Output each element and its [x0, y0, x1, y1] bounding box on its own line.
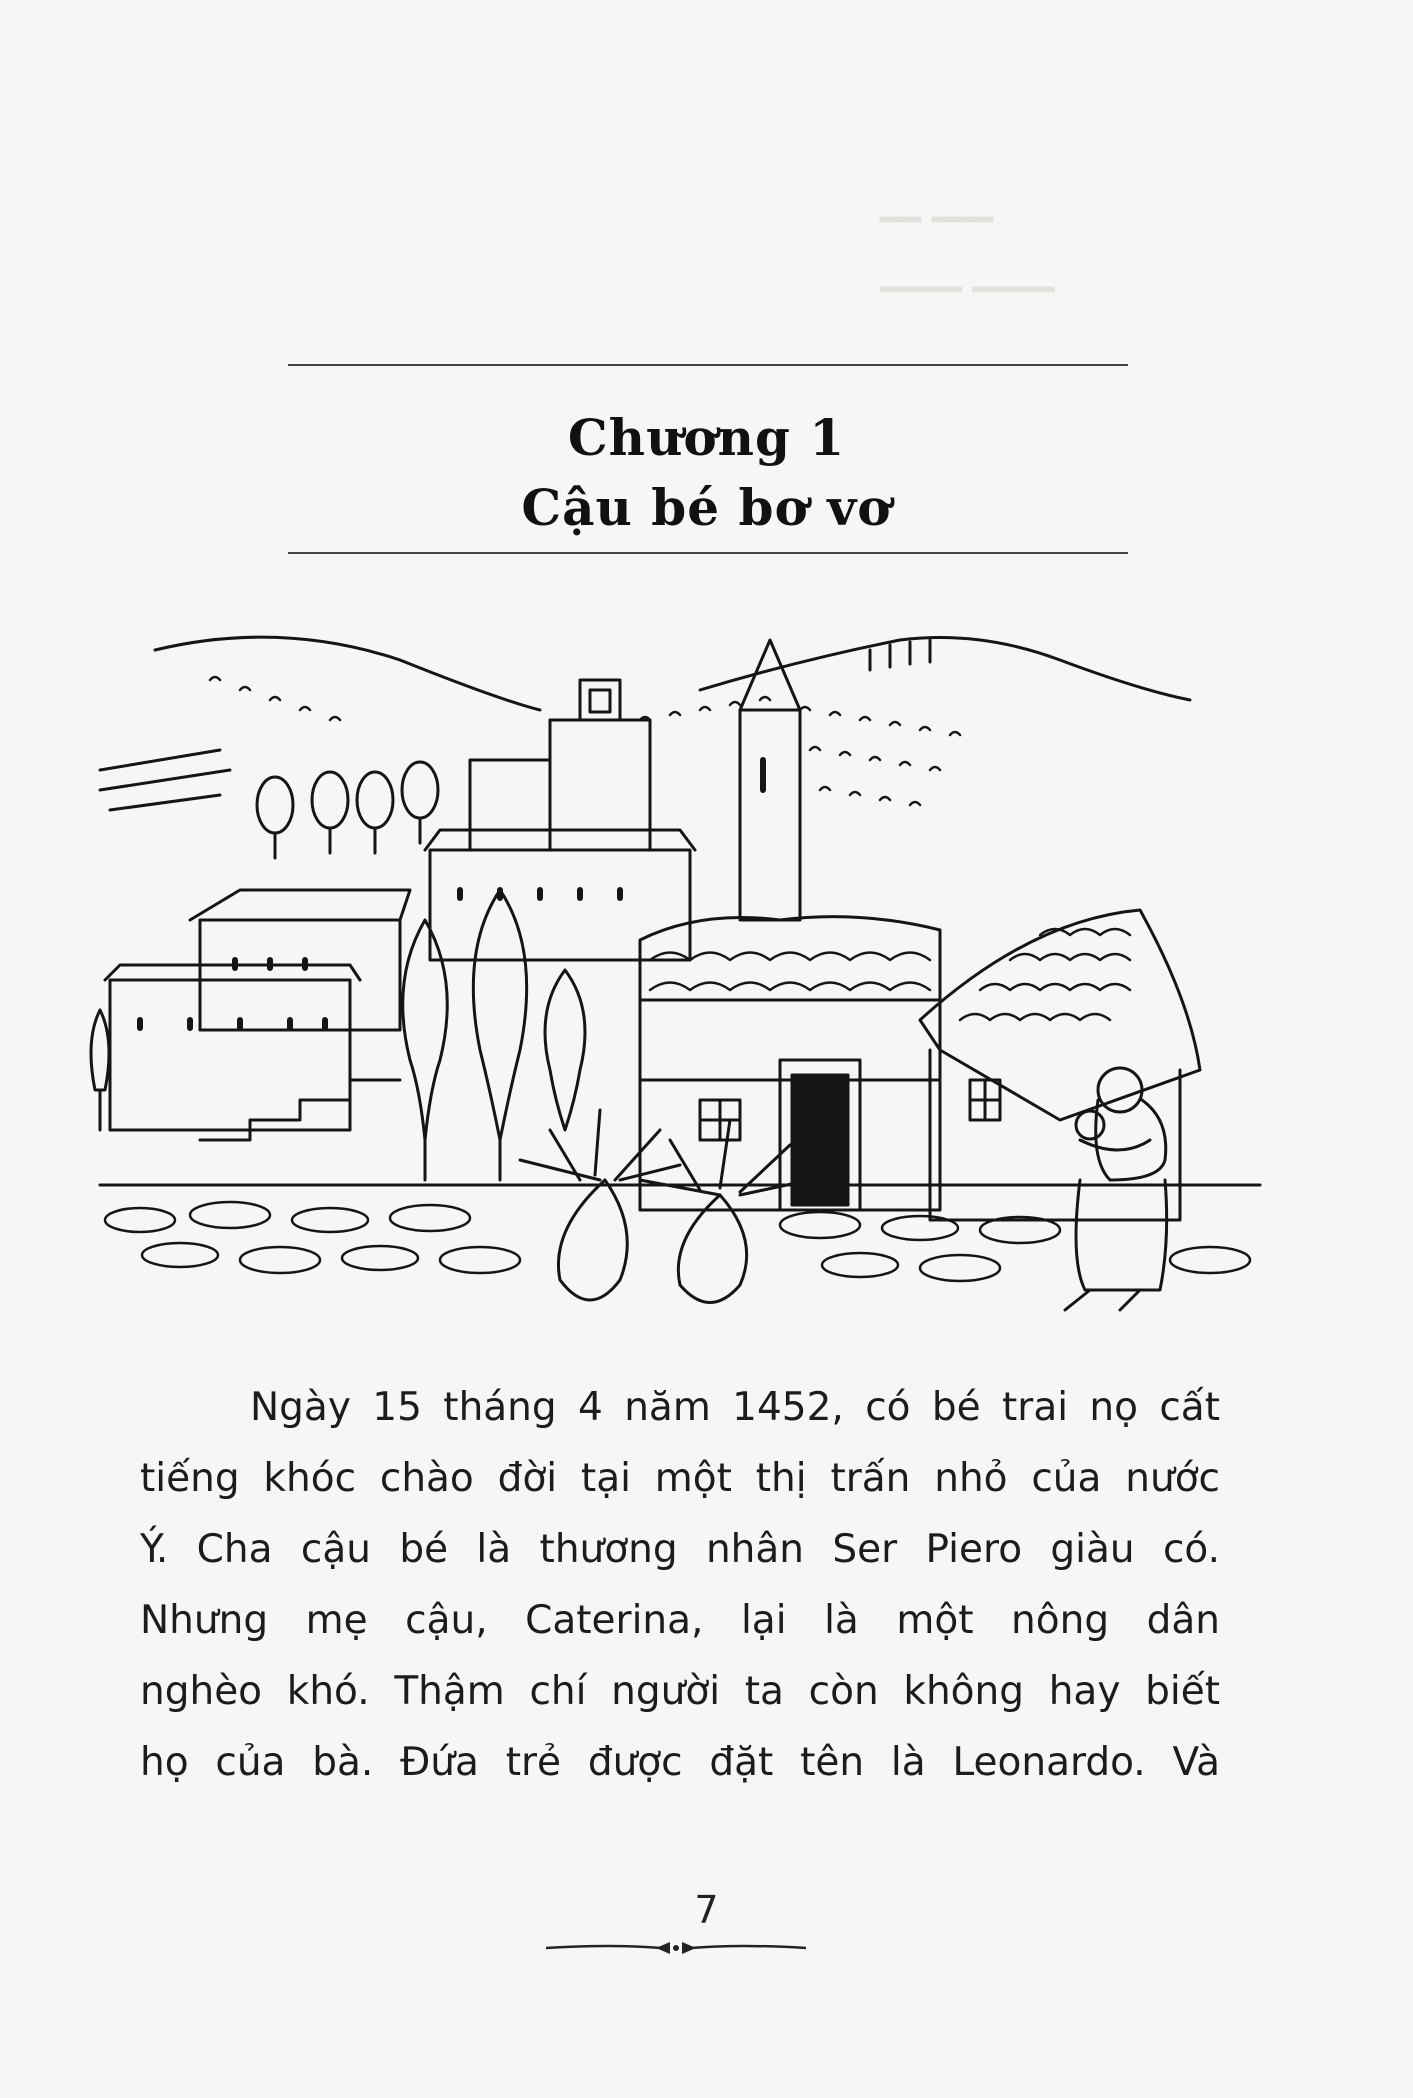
body-line: nghèo khó. Thậm chí người ta còn không hay biết: [140, 1669, 1220, 1714]
page-number: 7: [694, 1888, 719, 1932]
body-line: tiếng khóc chào đời tại một thị trấn nhỏ của nước: [140, 1456, 1220, 1501]
chapter-title: Cậu bé bơ vơ: [521, 478, 892, 537]
body-paragraph: [140, 1372, 1220, 1798]
chapter-top-rule: [288, 364, 1128, 366]
chapter-bottom-rule: [288, 552, 1128, 554]
chapter-number: Chương 1: [567, 408, 846, 467]
body-line: Ý. Cha cậu bé là thương nhân Ser Piero giàu có.: [140, 1527, 1220, 1572]
body-line: họ của bà. Đứa trẻ được đặt tên là Leonardo. Và: [140, 1740, 1220, 1785]
body-line: Ngày 15 tháng 4 năm 1452, có bé trai nọ cất: [250, 1385, 1220, 1430]
page-ornament-icon: [546, 1938, 806, 1958]
village-illustration-icon: [80, 620, 1320, 1320]
bleed-through-text: ━━ ━━━: [880, 200, 994, 240]
bleed-through-text: ━━━━ ━━━━: [880, 270, 1055, 310]
body-line: Nhưng mẹ cậu, Caterina, lại là một nông dân: [140, 1598, 1220, 1643]
